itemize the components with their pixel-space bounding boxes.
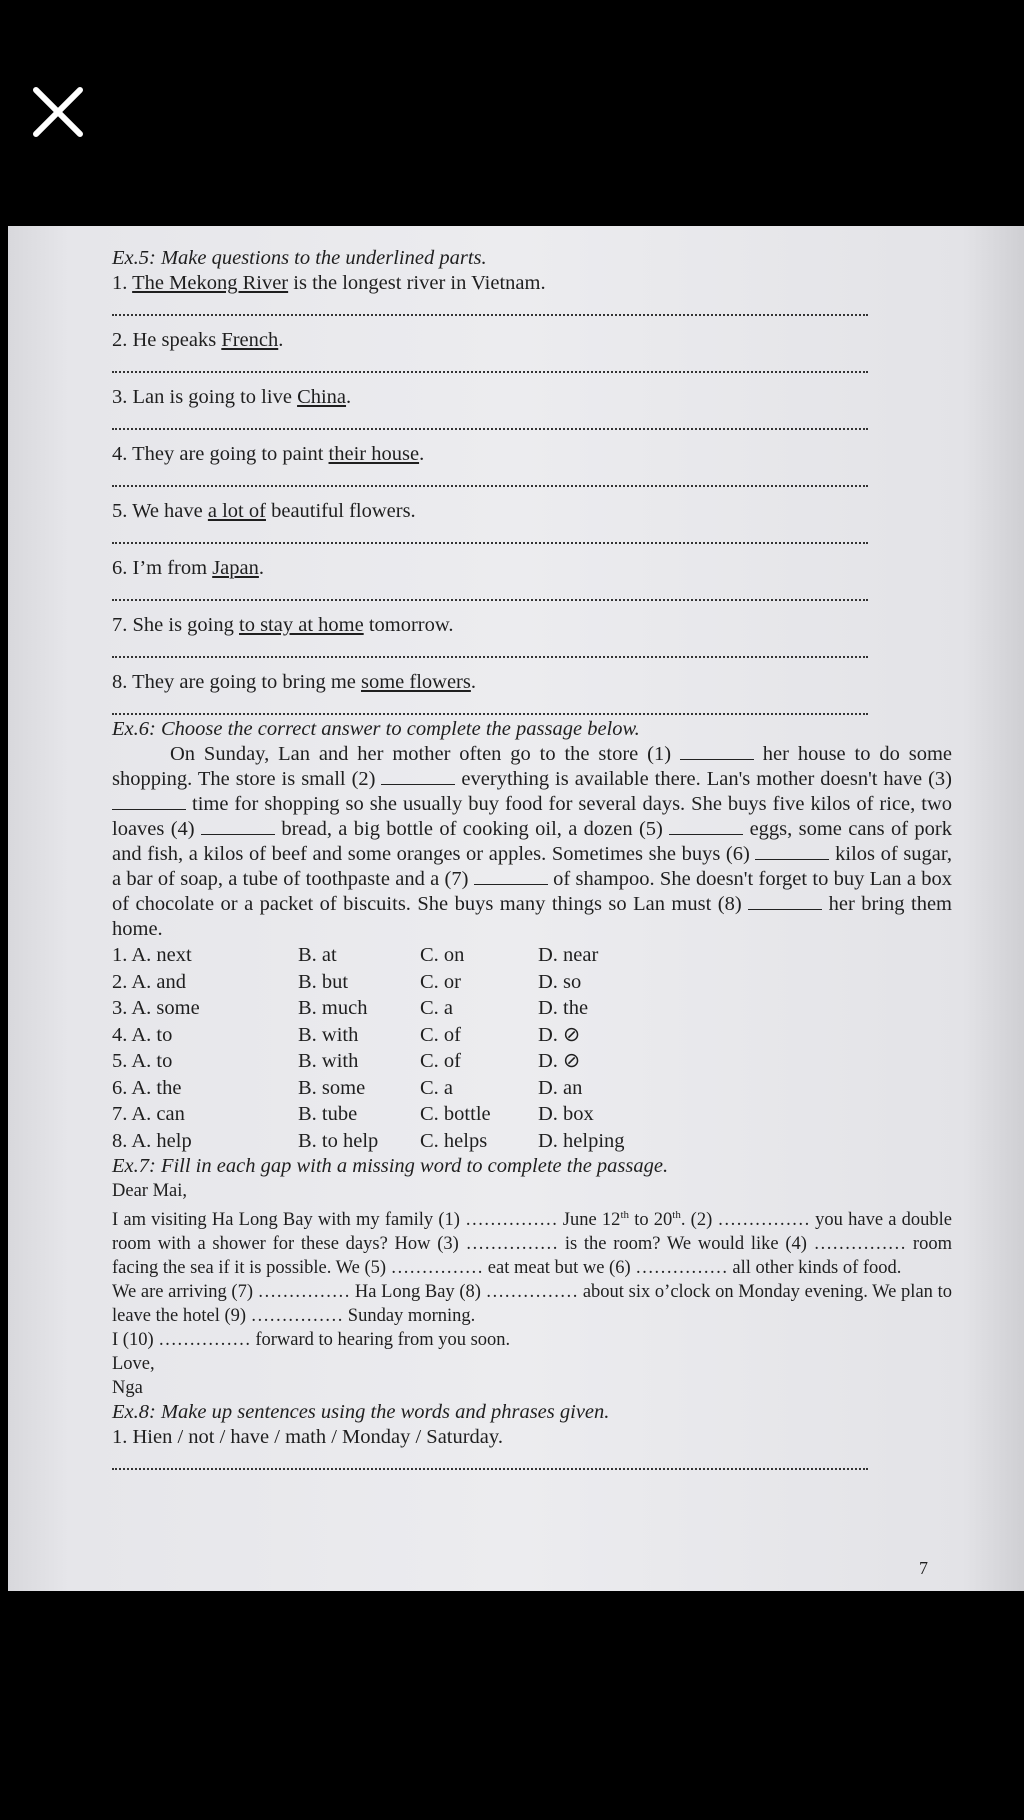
letter-paragraph-2: We are arriving (7) …………… Ha Long Bay (8) …………… about six o’clock on Monday evening. We plan to leave the hotel (9) …………… Sunday morning. (112, 1282, 952, 1327)
ex8-item-1: 1. Hien / not / have / math / Monday / Saturday. (112, 1426, 503, 1449)
option: B. but (298, 970, 349, 993)
gap-2 (381, 770, 455, 785)
gap-3 (112, 795, 186, 810)
gap-1 (680, 745, 754, 760)
ex6-options (112, 942, 952, 1154)
ex5-item-5: 5. We have a lot of beautiful flowers. (112, 500, 416, 522)
option: C. a (420, 997, 454, 1019)
ex7-letter (112, 1179, 952, 1400)
option: 1. A. next (112, 944, 192, 966)
option: 2. A. and (112, 970, 187, 993)
worksheet-photo (8, 226, 1024, 1591)
letter-signature: Nga (112, 1378, 143, 1399)
option: C. a (420, 1076, 454, 1099)
letter-paragraph-1: I am visiting Ha Long Bay with my family (1) …………… June 12th to 20th. (2) …………… you have a double room with a shower for these days? How (3) …………… is the room? We would like (4) …………… room facing the sea if it is possible. We (5) …………… eat meat but we (6) …………… all other kinds of food. (112, 1209, 953, 1279)
option: C. on (420, 944, 465, 966)
ex7-heading: Ex.7: Fill in each gap with a missing word to complete the passage. (112, 1155, 669, 1177)
option: D. the (538, 997, 589, 1019)
gap-7 (474, 870, 548, 885)
ex5-item-4: 4. They are going to paint their house. (112, 443, 425, 465)
close-icon (30, 84, 86, 140)
option: D. so (538, 970, 582, 993)
option: B. some (298, 1076, 366, 1099)
option: C. helps (420, 1129, 488, 1152)
gap-4 (201, 820, 275, 835)
ex5-item-3: 3. Lan is going to live China. (112, 386, 352, 408)
letter-paragraph-3: I (10) …………… forward to hearing from you soon. (112, 1330, 511, 1351)
gap-8 (748, 895, 822, 910)
gap-5 (669, 820, 743, 835)
option: B. tube (298, 1103, 358, 1125)
letter-closing: Love, (112, 1354, 155, 1375)
ex5-item-6: 6. I’m from Japan. (112, 557, 265, 579)
option: 6. A. the (112, 1076, 182, 1099)
gap-6 (755, 845, 829, 860)
ex5-item-2: 2. He speaks French. (112, 329, 284, 351)
ex5-item-1: 1. The Mekong River is the longest river in Vietnam. (112, 272, 546, 294)
option: D. near (538, 944, 599, 966)
option: C. or (420, 970, 461, 993)
ex6-heading: Ex.6: Choose the correct answer to complete the passage below. (112, 718, 640, 740)
option: 7. A. can (112, 1103, 185, 1125)
option: D. ⊘ (538, 1023, 581, 1046)
option: D. box (538, 1103, 594, 1125)
option: B. with (298, 1050, 359, 1072)
option: C. of (420, 1023, 461, 1046)
option: B. with (298, 1023, 359, 1046)
option: 3. A. some (112, 997, 200, 1019)
page-number: 7 (919, 1558, 928, 1578)
option: D. ⊘ (538, 1050, 581, 1072)
option: 4. A. to (112, 1023, 173, 1046)
option: 8. A. help (112, 1129, 192, 1152)
option: 5. A. to (112, 1050, 173, 1072)
option: D. helping (538, 1129, 625, 1152)
ex5-item-7: 7. She is going to stay at home tomorrow. (112, 614, 454, 636)
ex8-heading: Ex.8: Make up sentences using the words and phrases given. (112, 1401, 610, 1424)
close-button[interactable] (30, 84, 86, 140)
option: D. an (538, 1076, 583, 1099)
option: B. at (298, 944, 337, 966)
worksheet-content (112, 246, 952, 1482)
option: B. to help (298, 1129, 379, 1152)
letter-greeting: Dear Mai, (112, 1181, 187, 1201)
option: C. of (420, 1050, 461, 1072)
ex6-passage: On Sunday, Lan and her mother often go to the store (1) her house to do some shopping. The store is small (2) everything is available there. Lan's mother doesn't have (3) time for shopping so she usually buy food for several days. She buys five kilos of rice, two loaves (4) bread, a big bottle of cooking oil, a dozen (5) eggs, some cans of pork and fish, a kilos of beef and some oranges or apples. Sometimes she buys (6) kilos of sugar, a bar of soap, a tube of toothpaste and a (7) of shampoo. She doesn't forget to buy Lan a box of chocolate or a packet of biscuits. She buys many things so Lan must (8) her bring them home. (112, 743, 953, 940)
option: C. bottle (420, 1103, 491, 1125)
option: B. much (298, 997, 368, 1019)
ex5-item-8: 8. They are going to bring me some flowers. (112, 671, 476, 693)
ex5-heading: Ex.5: Make questions to the underlined parts. (112, 247, 487, 269)
